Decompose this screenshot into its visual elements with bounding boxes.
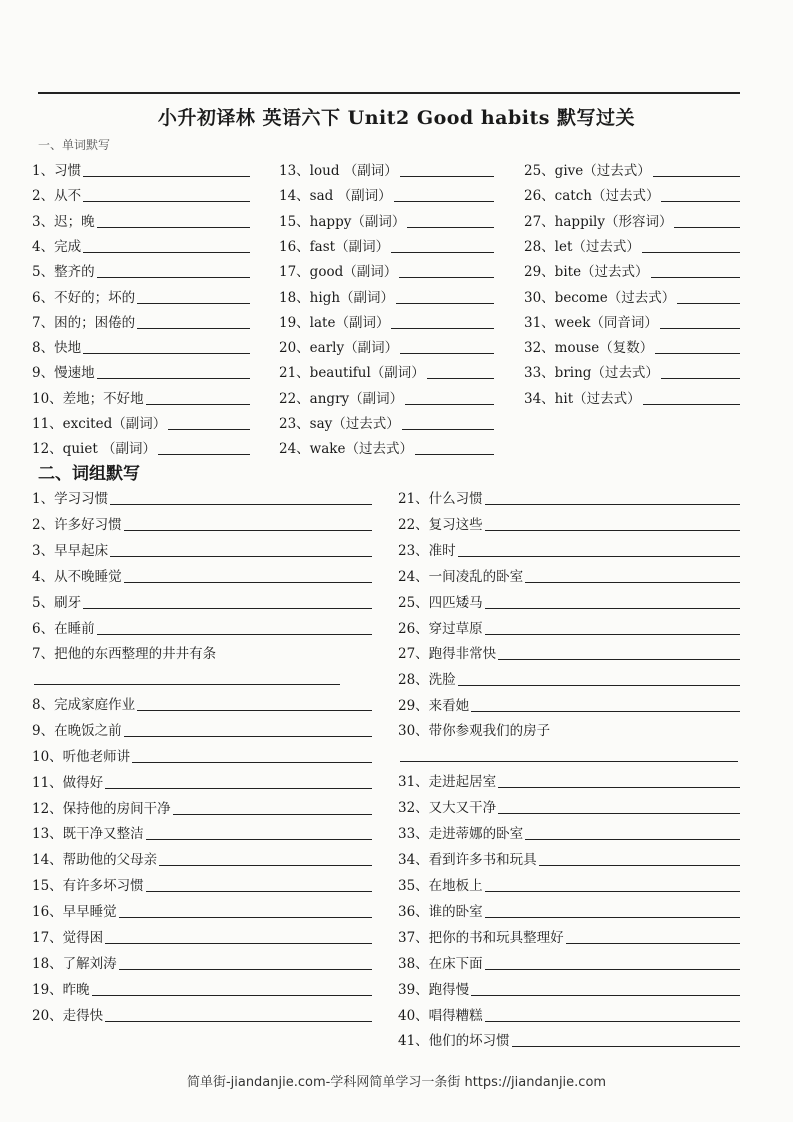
phrase-item: [398, 488, 740, 508]
answer-blank[interactable]: [651, 277, 740, 278]
answer-blank[interactable]: [83, 176, 250, 177]
answer-blank[interactable]: [146, 891, 372, 892]
word-item: [279, 261, 494, 281]
answer-blank[interactable]: [83, 608, 372, 609]
item-prompt: 28、let（过去式）: [524, 238, 640, 255]
item-prompt: 18、high（副词）: [279, 289, 395, 306]
phrase-item: [32, 979, 372, 999]
item-prompt: 6、在睡前: [32, 621, 95, 637]
answer-blank[interactable]: [159, 865, 372, 866]
answer-blank[interactable]: [415, 454, 494, 455]
item-prompt: 3、迟；晚: [32, 213, 95, 230]
word-item: [279, 438, 494, 458]
answer-blank[interactable]: [485, 1021, 740, 1022]
item-prompt: 7、把他的东西整理的井井有条: [32, 646, 217, 662]
word-item: [32, 413, 250, 433]
word-item: [279, 362, 494, 382]
phrase-item: [32, 720, 372, 740]
answer-blank[interactable]: [110, 504, 372, 505]
answer-blank[interactable]: [146, 839, 372, 840]
answer-blank[interactable]: [97, 227, 250, 228]
phrase-item: [32, 592, 372, 612]
answer-blank[interactable]: [642, 252, 740, 253]
answer-blank[interactable]: [110, 556, 372, 557]
answer-blank[interactable]: [124, 530, 372, 531]
item-prompt: 33、走进蒂娜的卧室: [398, 826, 524, 842]
item-prompt: 24、wake（过去式）: [279, 441, 413, 458]
answer-blank[interactable]: [661, 201, 740, 202]
word-item: [279, 160, 494, 180]
answer-blank[interactable]: [124, 582, 372, 583]
answer-blank[interactable]: [498, 659, 740, 660]
answer-blank[interactable]: [674, 227, 740, 228]
item-prompt: 15、happy（副词）: [279, 213, 406, 230]
answer-blank[interactable]: [400, 761, 738, 762]
phrase-item: [398, 849, 740, 869]
answer-blank[interactable]: [405, 404, 494, 405]
item-prompt: 41、他们的坏习惯: [398, 1033, 510, 1049]
item-prompt: 5、整齐的: [32, 264, 95, 281]
phrase-item: [398, 695, 740, 715]
item-prompt: 30、become（过去式）: [524, 289, 676, 306]
answer-blank[interactable]: [137, 328, 250, 329]
word-item: [524, 261, 740, 281]
answer-blank[interactable]: [105, 788, 372, 789]
phrase-item: [32, 1005, 372, 1025]
phrase-item: [398, 901, 740, 921]
item-prompt: 33、bring（过去式）: [524, 365, 659, 382]
item-prompt: 25、四匹矮马: [398, 595, 483, 611]
word-item: [279, 337, 494, 357]
phrase-item: [32, 540, 372, 560]
answer-blank[interactable]: [498, 813, 740, 814]
item-prompt: 14、帮助他的父母亲: [32, 852, 158, 868]
answer-blank[interactable]: [391, 252, 494, 253]
word-item: [32, 236, 250, 256]
item-prompt: 26、穿过草原: [398, 621, 483, 637]
item-prompt: 3、早早起床: [32, 543, 109, 559]
item-prompt: 11、excited（副词）: [32, 416, 167, 432]
item-prompt: 31、week（同音词）: [524, 314, 658, 331]
item-prompt: 8、快地: [32, 340, 82, 357]
phrase-item: [398, 771, 740, 791]
item-prompt: 22、angry（副词）: [279, 390, 404, 407]
answer-blank[interactable]: [394, 201, 494, 202]
phrase-item: [32, 849, 372, 869]
answer-blank[interactable]: [168, 429, 250, 430]
word-item: [32, 337, 250, 357]
answer-blank[interactable]: [137, 303, 250, 304]
answer-blank[interactable]: [400, 353, 494, 354]
item-prompt: 14、sad （副词）: [279, 188, 392, 205]
answer-blank[interactable]: [660, 328, 740, 329]
item-prompt: 10、差地；不好地: [32, 390, 144, 407]
item-prompt: 7、困的；困倦的: [32, 314, 136, 331]
page-title: 小升初译林 英语六下 Unit2 Good habits 默写过关: [157, 107, 636, 129]
phrase-item: [398, 979, 740, 999]
answer-blank[interactable]: [34, 684, 340, 685]
phrase-item: [398, 720, 740, 740]
phrase-item: [32, 798, 372, 818]
answer-blank[interactable]: [83, 353, 250, 354]
answer-blank[interactable]: [97, 378, 250, 379]
phrase-item: [398, 669, 740, 689]
word-item: [524, 185, 740, 205]
answer-blank[interactable]: [539, 865, 740, 866]
answer-blank[interactable]: [498, 787, 740, 788]
word-item: [279, 185, 494, 205]
word-item: [32, 185, 250, 205]
item-prompt: 29、bite（过去式）: [524, 264, 649, 281]
item-prompt: 31、走进起居室: [398, 774, 497, 790]
item-prompt: 35、在地板上: [398, 878, 483, 894]
word-item: [524, 160, 740, 180]
answer-blank[interactable]: [391, 328, 494, 329]
word-item: [32, 388, 250, 408]
answer-blank[interactable]: [471, 995, 740, 996]
phrase-item: [398, 823, 740, 843]
item-prompt: 2、许多好习惯: [32, 517, 122, 533]
answer-blank[interactable]: [485, 530, 740, 531]
answer-blank[interactable]: [119, 969, 372, 970]
item-prompt: 15、有许多坏习惯: [32, 878, 144, 894]
phrase-item: [32, 566, 372, 586]
item-prompt: 10、听他老师讲: [32, 749, 131, 765]
phrase-item: [32, 746, 372, 766]
item-prompt: 27、happily（形容词）: [524, 213, 673, 230]
answer-blank[interactable]: [83, 201, 250, 202]
phrase-item: [398, 618, 740, 638]
phrase-item: [32, 772, 372, 792]
answer-blank[interactable]: [399, 277, 494, 278]
word-item: [279, 236, 494, 256]
item-prompt: 29、来看她: [398, 698, 470, 714]
word-item: [279, 312, 494, 332]
answer-blank[interactable]: [525, 582, 740, 583]
item-prompt: 9、慢速地: [32, 365, 95, 382]
item-prompt: 9、在晚饭之前: [32, 723, 122, 739]
word-item: [279, 388, 494, 408]
item-prompt: 23、say（过去式）: [279, 416, 400, 432]
phrase-item: [32, 953, 372, 973]
item-prompt: 4、完成: [32, 238, 82, 255]
answer-blank[interactable]: [458, 556, 740, 557]
phrase-item: [32, 488, 372, 508]
word-item: [524, 312, 740, 332]
answer-blank[interactable]: [471, 711, 740, 712]
phrase-item: [32, 618, 372, 638]
answer-blank[interactable]: [92, 995, 372, 996]
phrase-item: [32, 875, 372, 895]
item-prompt: 13、loud （副词）: [279, 163, 398, 179]
answer-blank[interactable]: [132, 762, 372, 763]
item-prompt: 39、跑得慢: [398, 982, 470, 998]
phrase-item: [398, 566, 740, 586]
word-item: [279, 413, 494, 433]
item-prompt: 1、学习习惯: [32, 491, 109, 507]
answer-blank[interactable]: [97, 277, 250, 278]
answer-blank[interactable]: [653, 176, 740, 177]
phrase-item: [398, 1005, 740, 1025]
answer-blank[interactable]: [485, 504, 740, 505]
item-prompt: 16、fast（副词）: [279, 238, 390, 255]
word-item: [32, 287, 250, 307]
word-item: [32, 438, 250, 458]
word-item: [32, 362, 250, 382]
phrase-item: [32, 927, 372, 947]
answer-blank[interactable]: [655, 353, 740, 354]
answer-blank[interactable]: [97, 634, 372, 635]
answer-blank[interactable]: [407, 227, 494, 228]
answer-blank[interactable]: [458, 685, 740, 686]
item-prompt: 34、hit（过去式）: [524, 390, 641, 407]
answer-blank[interactable]: [485, 608, 740, 609]
item-prompt: 12、quiet （副词）: [32, 441, 157, 458]
word-item: [32, 312, 250, 332]
word-item: [524, 287, 740, 307]
answer-blank[interactable]: [137, 710, 372, 711]
item-prompt: 20、early（副词）: [279, 340, 399, 357]
answer-blank[interactable]: [661, 378, 740, 379]
item-prompt: 23、准时: [398, 543, 456, 559]
item-prompt: 40、唱得糟糕: [398, 1008, 483, 1024]
item-prompt: 32、mouse（复数）: [524, 340, 654, 357]
item-prompt: 30、带你参观我们的房子: [398, 723, 551, 739]
answer-blank[interactable]: [83, 252, 250, 253]
item-prompt: 6、不好的；坏的: [32, 289, 136, 306]
word-item: [524, 362, 740, 382]
phrase-item: [32, 901, 372, 921]
item-prompt: 37、把你的书和玩具整理好: [398, 930, 564, 946]
phrase-item: [398, 1030, 740, 1050]
word-item: [32, 211, 250, 231]
phrase-item: [32, 643, 372, 663]
answer-blank[interactable]: [485, 969, 740, 970]
section2-heading: 二、词组默写: [38, 464, 140, 484]
item-prompt: 11、做得好: [32, 775, 104, 791]
item-prompt: 5、刷牙: [32, 595, 82, 611]
answer-blank[interactable]: [643, 404, 740, 405]
top-divider: [38, 92, 740, 94]
word-item: [32, 160, 250, 180]
item-prompt: 24、一间凌乱的卧室: [398, 569, 524, 585]
item-prompt: 21、beautiful（副词）: [279, 365, 425, 382]
phrase-item: [398, 875, 740, 895]
answer-blank[interactable]: [146, 404, 250, 405]
item-prompt: 34、看到许多书和玩具: [398, 852, 537, 868]
item-prompt: 32、又大又干净: [398, 800, 497, 816]
answer-blank[interactable]: [485, 891, 740, 892]
answer-blank[interactable]: [396, 303, 494, 304]
word-item: [524, 388, 740, 408]
word-item: [32, 261, 250, 281]
item-prompt: 20、走得快: [32, 1008, 104, 1024]
answer-blank[interactable]: [525, 839, 740, 840]
item-prompt: 12、保持他的房间干净: [32, 801, 171, 817]
item-prompt: 17、觉得困: [32, 930, 104, 946]
phrase-item: [398, 514, 740, 534]
answer-blank[interactable]: [400, 176, 494, 177]
answer-blank[interactable]: [158, 454, 250, 455]
item-prompt: 19、late（副词）: [279, 314, 390, 331]
answer-blank[interactable]: [485, 917, 740, 918]
item-prompt: 4、从不晚睡觉: [32, 569, 122, 585]
answer-blank[interactable]: [119, 917, 372, 918]
answer-blank[interactable]: [105, 1021, 372, 1022]
phrase-item: [398, 540, 740, 560]
phrase-item: [32, 823, 372, 843]
phrase-item: [32, 694, 372, 714]
section1-heading: 一、单词默写: [38, 138, 111, 152]
item-prompt: 1、习惯: [32, 163, 82, 179]
item-prompt: 26、catch（过去式）: [524, 188, 660, 205]
answer-blank[interactable]: [173, 814, 372, 815]
phrase-item: [398, 797, 740, 817]
phrase-item: [398, 643, 740, 663]
phrase-item: [398, 953, 740, 973]
item-prompt: 36、谁的卧室: [398, 904, 483, 920]
item-prompt: 16、早早睡觉: [32, 904, 117, 920]
item-prompt: 22、复习这些: [398, 517, 483, 533]
word-item: [279, 287, 494, 307]
answer-blank[interactable]: [427, 378, 494, 379]
item-prompt: 17、good（副词）: [279, 264, 398, 281]
item-prompt: 8、完成家庭作业: [32, 697, 136, 713]
item-prompt: 25、give（过去式）: [524, 163, 651, 179]
word-item: [279, 211, 494, 231]
word-item: [524, 236, 740, 256]
phrase-item: [398, 592, 740, 612]
answer-blank[interactable]: [105, 943, 372, 944]
answer-blank[interactable]: [402, 429, 494, 430]
footer-watermark: 简单街-jiandanjie.com-学科网简单学习一条街 https://jiandanjie.com: [186, 1075, 607, 1090]
answer-blank[interactable]: [677, 303, 740, 304]
answer-blank[interactable]: [512, 1046, 740, 1047]
item-prompt: 21、什么习惯: [398, 491, 483, 507]
item-prompt: 28、洗脸: [398, 672, 456, 688]
item-prompt: 13、既干净又整洁: [32, 826, 144, 842]
item-prompt: 2、从不: [32, 188, 82, 205]
item-prompt: 19、昨晚: [32, 982, 90, 998]
word-item: [524, 337, 740, 357]
phrase-item: [398, 927, 740, 947]
answer-blank[interactable]: [485, 634, 740, 635]
item-prompt: 27、跑得非常快: [398, 646, 497, 662]
answer-blank[interactable]: [566, 943, 740, 944]
answer-blank[interactable]: [124, 736, 372, 737]
word-item: [524, 211, 740, 231]
item-prompt: 38、在床下面: [398, 956, 483, 972]
phrase-item: [32, 514, 372, 534]
item-prompt: 18、了解刘涛: [32, 956, 117, 972]
